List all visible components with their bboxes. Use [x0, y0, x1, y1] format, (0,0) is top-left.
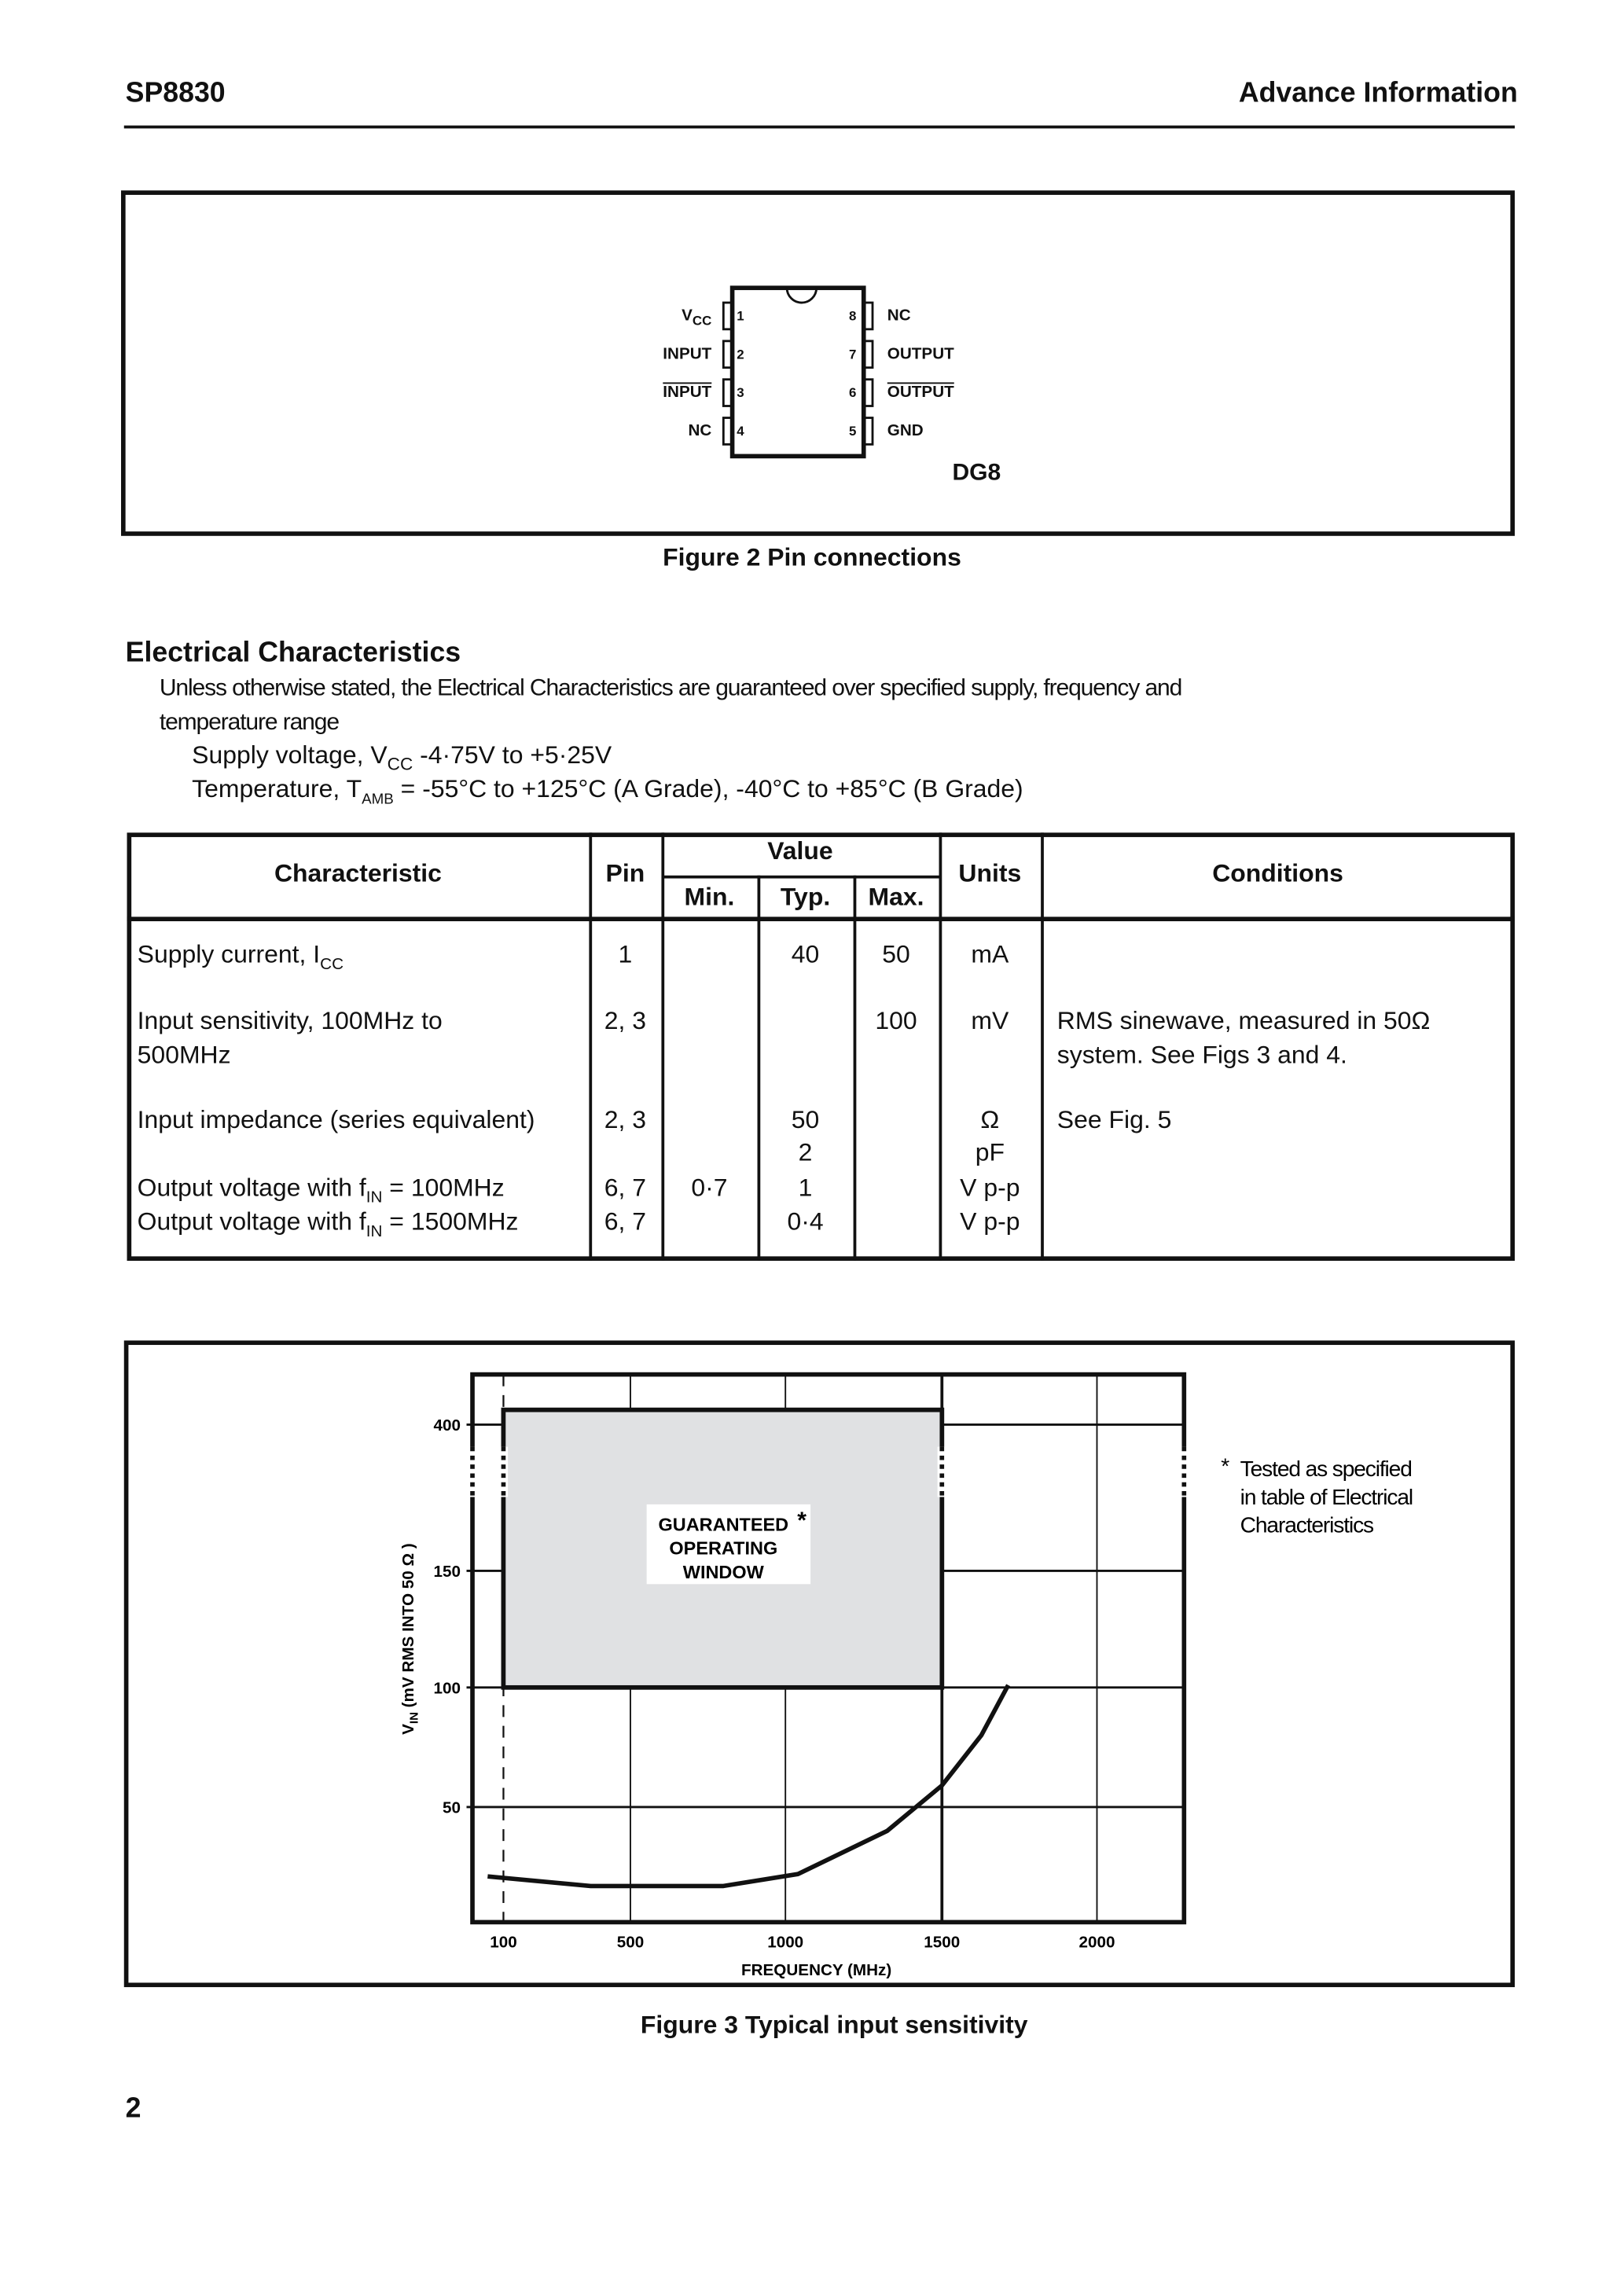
row-max: 100	[875, 1006, 917, 1035]
axis-break-gap	[468, 1447, 476, 1497]
row-pin: 1	[618, 940, 633, 969]
doc-id: SP8830	[125, 78, 226, 109]
row-units: V p-p	[960, 1207, 1020, 1236]
t: INPUT	[663, 345, 712, 364]
t: Temperature, T	[192, 775, 362, 803]
x-tick-label: 1500	[924, 1933, 961, 1952]
row-conditions-2: system. See Figs 3 and 4.	[1056, 1041, 1347, 1069]
t: Supply voltage, V	[192, 740, 388, 770]
row-units: mA	[971, 940, 1009, 969]
t: Input impedance (series equivalent)	[137, 1105, 535, 1134]
pin-number: 1	[737, 308, 744, 324]
col-pin: Pin	[605, 859, 645, 887]
y-tick-label: 100	[433, 1679, 461, 1698]
doc-status: Advance Information	[1238, 78, 1518, 109]
row-typ: 0·4	[787, 1207, 824, 1236]
t: Input sensitivity, 100MHz to	[137, 1006, 443, 1035]
row-conditions: See Fig. 5	[1056, 1105, 1172, 1134]
axis-break-gap	[499, 1447, 508, 1497]
t: Output voltage with f	[137, 1207, 366, 1236]
window-asterisk: *	[797, 1507, 806, 1534]
note-asterisk: *	[1221, 1453, 1230, 1479]
row-min: 0·7	[691, 1174, 728, 1202]
pin-label-7: OUTPUT	[887, 345, 954, 364]
col-typ: Typ.	[780, 883, 831, 911]
row-typ: 50	[791, 1105, 820, 1134]
y-tick-label: 150	[433, 1562, 461, 1581]
t: -4·75V to +5·25V	[413, 740, 612, 770]
window-label-line: OPERATING	[669, 1537, 778, 1559]
col-conditions: Conditions	[1212, 859, 1343, 887]
pin-number: 7	[848, 347, 857, 362]
intro-line-2: temperature range	[159, 710, 339, 736]
row-pin: 6, 7	[604, 1174, 647, 1202]
row-conditions: RMS sinewave, measured in 50Ω	[1056, 1006, 1431, 1035]
row-pin: 6, 7	[604, 1207, 647, 1236]
x-tick-label: 2000	[1078, 1933, 1115, 1952]
t: Supply current, I	[137, 940, 321, 969]
col-max: Max.	[868, 883, 924, 911]
row-units: mV	[971, 1006, 1009, 1035]
t: NC	[688, 422, 712, 440]
note-line: Characteristics	[1240, 1512, 1373, 1537]
t: AMB	[362, 792, 394, 809]
t: INPUT	[663, 384, 712, 402]
pin-label-8: NC	[887, 307, 911, 325]
window-label-line: WINDOW	[682, 1561, 764, 1582]
x-tick-label: 1000	[767, 1933, 804, 1952]
t: = 100MHz	[382, 1174, 505, 1202]
t: V	[682, 307, 693, 325]
figure3-caption: Figure 3 Typical input sensitivity	[640, 2011, 1028, 2039]
t: CC	[387, 753, 413, 774]
row-units: V p-p	[960, 1174, 1020, 1202]
pin-label-6: OUTPUT	[887, 384, 954, 402]
t: = 1500MHz	[382, 1207, 519, 1236]
window-label-line: GUARANTEED	[658, 1514, 789, 1535]
col-characteristic: Characteristic	[274, 859, 442, 887]
pin-number: 5	[848, 424, 857, 439]
t: CC	[320, 955, 344, 974]
page-number: 2	[125, 2093, 141, 2125]
pin-number: 3	[737, 385, 744, 400]
pin-number: 6	[848, 385, 857, 400]
axis-break-gap	[1180, 1447, 1189, 1497]
x-axis-label: FREQUENCY (MHz)	[741, 1961, 892, 1980]
axis-break-gap	[938, 1447, 946, 1497]
row-max: 50	[882, 940, 910, 969]
row-characteristic-cont: 500MHz	[137, 1041, 231, 1069]
y-axis-label-part: IN	[407, 1712, 421, 1725]
t: IN	[366, 1188, 383, 1207]
row-pin: 2, 3	[604, 1105, 647, 1134]
row-units: Ω	[980, 1105, 1000, 1134]
x-tick-label: 100	[490, 1933, 517, 1952]
t: CC	[692, 313, 712, 329]
row-units-2: pF	[975, 1138, 1005, 1166]
x-tick-label: 500	[616, 1933, 645, 1952]
col-units: Units	[958, 859, 1022, 887]
y-axis-label-part: (mV RMS INTO 50 Ω )	[399, 1543, 417, 1713]
row-typ-2: 2	[798, 1138, 813, 1166]
t: IN	[366, 1222, 383, 1241]
col-value: Value	[767, 836, 833, 865]
row-typ: 40	[791, 940, 820, 969]
y-tick-label: 400	[433, 1416, 461, 1435]
pin-number: 2	[737, 347, 744, 362]
sensitivity-curve	[487, 1685, 1008, 1886]
y-tick-label: 50	[443, 1798, 461, 1817]
pin-label-5: GND	[887, 422, 924, 440]
figure2-caption-text: Figure 2 Pin connections	[663, 543, 961, 571]
note-line: in table of Electrical	[1240, 1483, 1413, 1509]
pin-number: 4	[737, 424, 744, 439]
row-typ: 1	[798, 1174, 813, 1202]
y-axis-label-part: V	[399, 1724, 417, 1735]
package-code: DG8	[952, 460, 1001, 486]
t: Output voltage with f	[137, 1174, 366, 1202]
intro-line-1: Unless otherwise stated, the Electrical Characteristics are guaranteed over specified supply, frequency and	[159, 676, 1182, 702]
col-min: Min.	[684, 883, 735, 911]
t: = -55°C to +125°C (A Grade), -40°C to +85°C (B Grade)	[393, 775, 1023, 803]
section-title: Electrical Characteristics	[125, 637, 461, 669]
pin-number: 8	[848, 308, 857, 324]
note-line: Tested as specified	[1240, 1456, 1412, 1482]
row-pin: 2, 3	[604, 1006, 647, 1035]
y-axis-label	[399, 1543, 421, 1735]
